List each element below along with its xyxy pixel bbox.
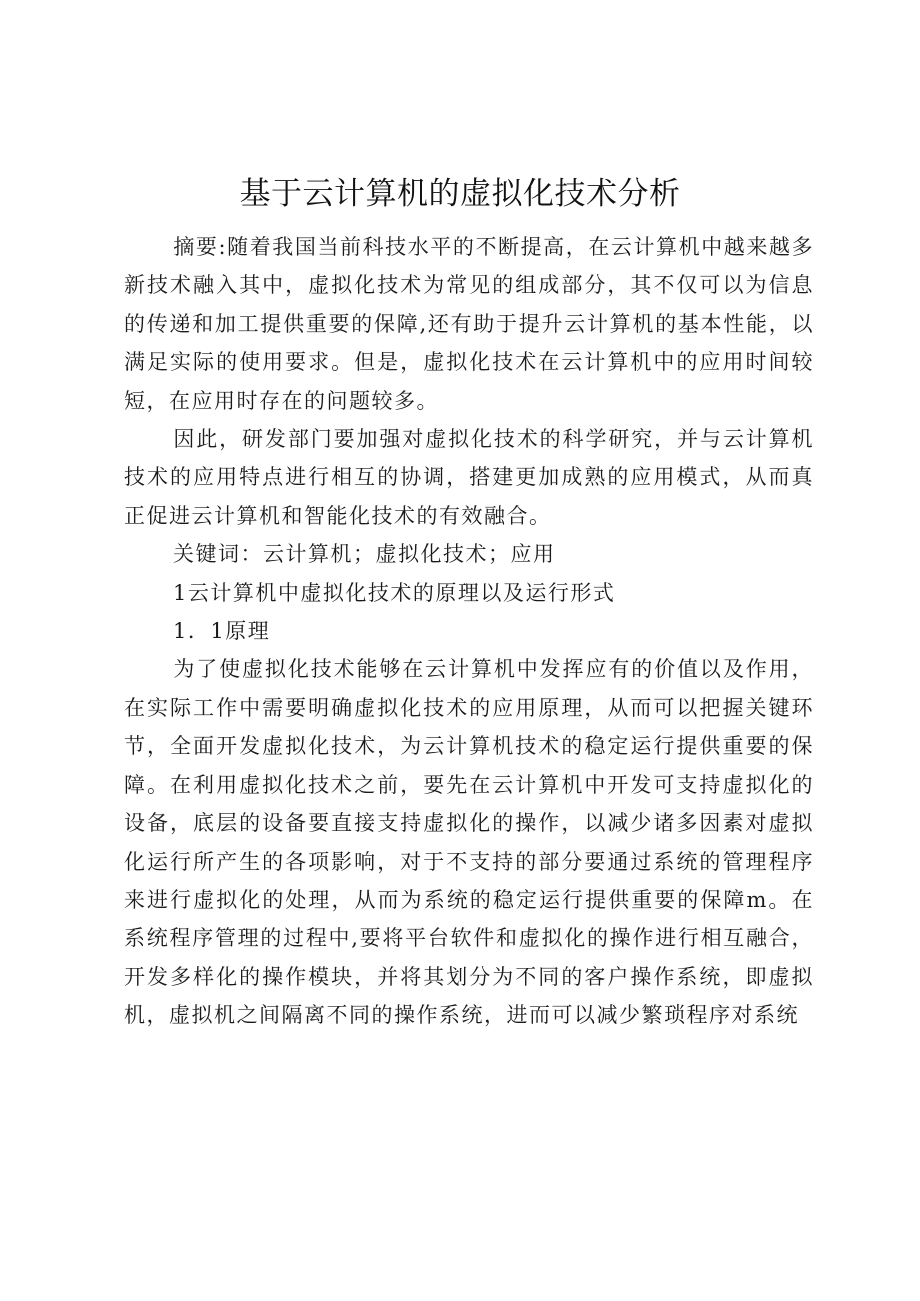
subsection-heading: 1．1原理 xyxy=(173,619,271,644)
keywords-line: 关键词：云计算机；虚拟化技术；应用 xyxy=(173,542,556,567)
document-body xyxy=(124,228,814,1035)
section-body-paragraph: 为了使虚拟化技术能够在云计算机中发挥应有的价值以及作用，在实际工作中需要明确虚拟化技术的应用原理，从而可以把握关键环节，全面开发虚拟化技术，为云计算机技术的稳定运行提供重要的保障。在利用虚拟化技术之前，要先在云计算机中开发可支持虚拟化的设备，底层的设备要直接支持虚拟化的操作，以减少诸多因素对虚拟化运行所产生的各项影响，对于不支持的部分要通过系统的管理程序来进行虚拟化的处理，从而为系统的稳定运行提供重要的保障m。在系统程序管理的过程中,要将平台软件和虚拟化的操作进行相互融合，开发多样化的操作模块，并将其划分为不同的客户操作系统，即虚拟机，虚拟机之间隔离不同的操作系统，进而可以减少繁琐程序对系统 xyxy=(124,657,814,1028)
abstract-paragraph-continued: 因此，研发部门要加强对虚拟化技术的科学研究，并与云计算机技术的应用特点进行相互的协调，搭建更加成熟的应用模式，从而真正促进云计算机和智能化技术的有效融合。 xyxy=(124,427,814,528)
section-heading: 1云计算机中虚拟化技术的原理以及运行形式 xyxy=(173,580,616,605)
document-title: 基于云计算机的虚拟化技术分析 xyxy=(239,176,681,212)
abstract-paragraph: 摘要:随着我国当前科技水平的不断提高，在云计算机中越来越多新技术融入其中，虚拟化技术为常见的组成部分，其不仅可以为信息的传递和加工提供重要的保障,还有助于提升云计算机的基本性能，以满足实际的使用要求。但是，虚拟化技术在云计算机中的应用时间较短，在应用时存在的问题较多。 xyxy=(124,235,814,413)
